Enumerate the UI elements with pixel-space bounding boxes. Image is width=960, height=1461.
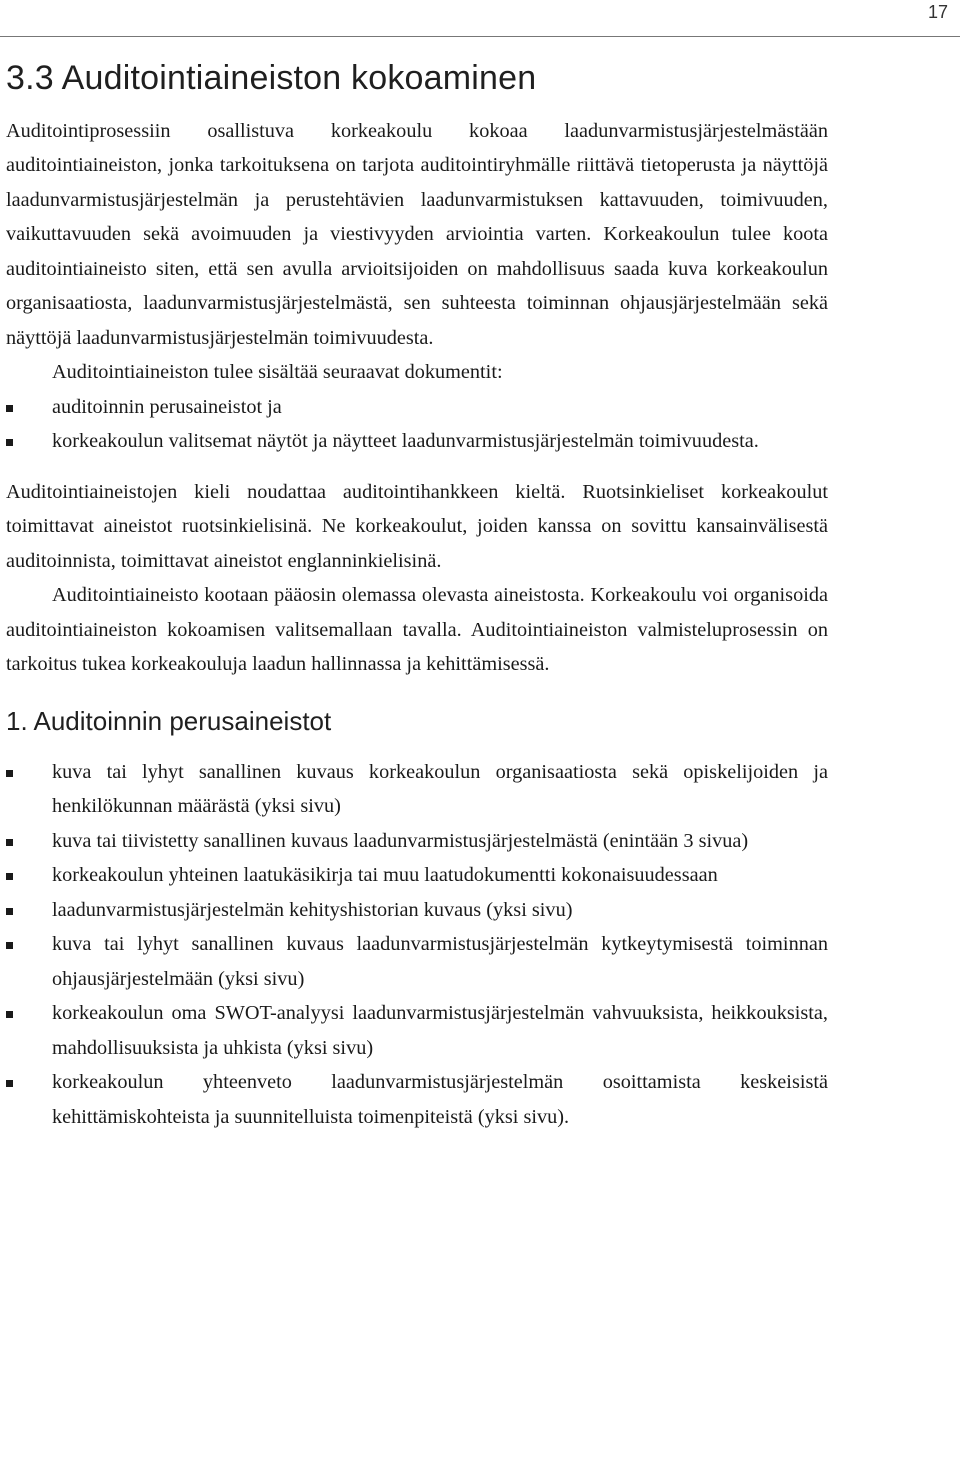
bullet-icon	[6, 839, 13, 846]
bullet-icon	[6, 1080, 13, 1087]
list-item	[6, 1065, 828, 1134]
bullet-icon	[6, 908, 13, 915]
bullet-icon	[6, 405, 13, 412]
document-list	[6, 390, 828, 459]
language-paragraph: Auditointiaineistojen kieli noudattaa auditointihankkeen kieltä. Ruotsinkieliset korkeakoulut toimittavat aineistot ruotsinkielisinä. Ne korkeakoulut, joiden kanssa on sovittu kansainvälisestä auditoinnista, toimittavat aineistot englanninkielisinä.	[6, 480, 828, 572]
list-item-text: kuva tai lyhyt sanallinen kuvaus korkeakoulun organisaatiosta sekä opiskelijoiden ja henkilökunnan määrästä (yksi sivu)	[52, 760, 828, 818]
list-item-text: kuva tai tiivistetty sanallinen kuvaus laadunvarmistusjärjestelmästä (enintään 3 sivua)	[52, 829, 749, 852]
header-rule	[0, 36, 960, 37]
bullet-icon	[6, 439, 13, 446]
list-item-text: korkeakoulun yhteinen laatukäsikirja tai muu laatudokumentti kokonaisuudessaan	[52, 864, 718, 887]
list-item-text: auditoinnin perusaineistot ja	[52, 395, 282, 418]
bullet-icon	[6, 873, 13, 880]
list-item	[6, 424, 828, 459]
list-item-text: korkeakoulun oma SWOT-analyysi laadunvarmistusjärjestelmän vahvuuksista, heikkouksista, mahdollisuuksista ja uhkista (yksi sivu)	[52, 1002, 828, 1059]
documents-intro: Auditointiaineiston tulee sisältää seuraavat dokumentit:	[52, 361, 503, 384]
section-title: 3.3 Auditointiaineiston kokoaminen	[6, 59, 537, 97]
compilation-paragraph: Auditointiaineisto kootaan pääosin olemassa olevasta aineistosta. Korkeakoulu voi organisoida auditointiaineiston kokoamisen valitsemallaan tavalla. Auditointiaineiston valmisteluprosessin on tarkoitus tukea korkeakouluja laadun hallinnassa ja kehittämisessä.	[6, 584, 828, 676]
list-item	[6, 390, 828, 425]
list-item-text: kuva tai lyhyt sanallinen kuvaus laadunvarmistusjärjestelmän kytkeytymisestä toiminnan ohjausjärjestelmään (yksi sivu)	[52, 933, 828, 990]
list-item	[6, 996, 828, 1065]
list-item-text: laadunvarmistusjärjestelmän kehityshistorian kuvaus (yksi sivu)	[52, 898, 573, 921]
list-item	[6, 893, 828, 928]
basic-materials-list	[6, 755, 828, 1135]
intro-paragraph: Auditointiprosessiin osallistuva korkeakoulu kokoaa laadunvarmistusjärjestelmästään auditointiaineiston, jonka tarkoituksena on tarjota auditointiryhmälle riittävä tietoperusta ja näyttöjä laadunvarmistusjärjestelmän ja perustehtävien laadunvarmistuksen kattavuuden, toimivuuden, vaikuttavuuden sekä avoimuuden ja viestivyyden arviointia varten. Korkeakoulun tulee koota auditointiaineisto siten, että sen avulla arvioitsijoiden on mahdollisuus saada kuva korkeakoulun organisaatiosta, laadunvarmistusjärjestelmästä, sen suhteesta toiminnan ohjausjärjestelmään sekä näyttöjä laadunvarmistusjärjestelmän toimivuudesta.	[6, 119, 828, 349]
list-item-text: korkeakoulun yhteenveto laadunvarmistusjärjestelmän osoittamista keskeisistä kehittämiskohteista ja suunnitelluista toimenpiteistä (yksi sivu).	[52, 1071, 828, 1128]
list-item	[6, 824, 828, 859]
list-item	[6, 927, 828, 996]
bullet-icon	[6, 1011, 13, 1018]
page-content	[6, 58, 828, 1134]
bullet-icon	[6, 770, 13, 777]
list-item	[6, 858, 828, 893]
subsection-title: 1. Auditoinnin perusaineistot	[6, 705, 332, 736]
page-number: 17	[927, 2, 948, 22]
bullet-icon	[6, 942, 13, 949]
list-item-text: korkeakoulun valitsemat näytöt ja näytteet laadunvarmistusjärjestelmän toimivuudesta.	[52, 430, 759, 453]
list-item	[6, 755, 828, 824]
